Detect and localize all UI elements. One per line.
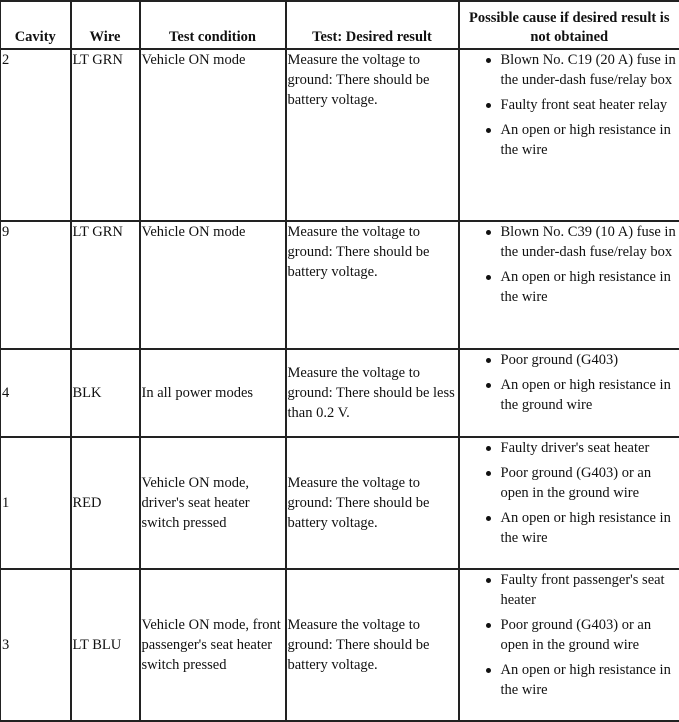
cell-wire: LT GRN [71,49,140,221]
list-item [461,570,679,610]
table-row [1,437,679,569]
list-item [461,222,679,262]
cause-text: Faulty driver's seat heater [501,440,650,456]
bullet-icon [486,471,491,476]
bullet-icon [486,516,491,521]
cell-possible-cause [459,437,679,569]
cause-text: An open or high resistance in the ground wire [501,377,671,413]
list-item [461,463,679,503]
header-test-condition: Test condition [140,1,286,49]
bullet-icon [486,383,491,388]
cause-list [461,222,679,307]
cause-text: Poor ground (G403) [501,352,619,368]
cell-wire: RED [71,437,140,569]
cause-list [461,438,679,548]
bullet-icon [486,623,491,628]
bullet-icon [486,578,491,583]
cause-text: Blown No. C39 (10 A) fuse in the under-dash fuse/relay box [501,224,676,260]
cause-text: An open or high resistance in the wire [501,510,671,546]
header-possible-cause: Possible cause if desired result is not obtained [459,1,679,49]
cell-wire: LT BLU [71,569,140,721]
list-item [461,350,679,370]
cell-test-condition: Vehicle ON mode [140,49,286,221]
cell-cavity: 2 [1,49,71,221]
cell-possible-cause [459,349,679,437]
cell-test-condition: Vehicle ON mode [140,221,286,349]
cell-wire: LT GRN [71,221,140,349]
header-wire: Wire [71,1,140,49]
cause-text: Faulty front passenger's seat heater [501,572,665,608]
list-item [461,95,679,115]
cell-test-condition: In all power modes [140,349,286,437]
cell-cavity: 4 [1,349,71,437]
cause-text: An open or high resistance in the wire [501,122,671,158]
bullet-icon [486,358,491,363]
table-row [1,569,679,721]
list-item [461,660,679,700]
cause-list [461,350,679,415]
bullet-icon [486,103,491,108]
cell-desired-result: Measure the voltage to ground: There should be battery voltage. [286,437,459,569]
list-item [461,375,679,415]
cell-test-condition: Vehicle ON mode, driver's seat heater switch pressed [140,437,286,569]
cell-wire: BLK [71,349,140,437]
cause-text: Blown No. C19 (20 A) fuse in the under-dash fuse/relay box [501,52,676,88]
list-item [461,438,679,458]
cell-possible-cause [459,569,679,721]
header-cavity: Cavity [1,1,71,49]
cell-desired-result: Measure the voltage to ground: There should be battery voltage. [286,49,459,221]
cell-desired-result: Measure the voltage to ground: There should be battery voltage. [286,221,459,349]
table-header-row [1,1,679,49]
cell-possible-cause [459,221,679,349]
list-item [461,615,679,655]
cause-text: Faulty front seat heater relay [501,97,668,113]
cell-desired-result: Measure the voltage to ground: There should be less than 0.2 V. [286,349,459,437]
list-item [461,508,679,548]
cause-text: Poor ground (G403) or an open in the ground wire [501,465,652,501]
cell-cavity: 3 [1,569,71,721]
bullet-icon [486,275,491,280]
cause-list [461,50,679,160]
cell-cavity: 9 [1,221,71,349]
table-row [1,221,679,349]
list-item [461,50,679,90]
cell-possible-cause [459,49,679,221]
table-row [1,49,679,221]
list-item [461,120,679,160]
table-row [1,349,679,437]
cell-test-condition: Vehicle ON mode, front passenger's seat heater switch pressed [140,569,286,721]
cell-cavity: 1 [1,437,71,569]
bullet-icon [486,446,491,451]
header-desired-result: Test: Desired result [286,1,459,49]
list-item [461,267,679,307]
bullet-icon [486,668,491,673]
cause-list [461,570,679,700]
cause-text: An open or high resistance in the wire [501,662,671,698]
cause-text: Poor ground (G403) or an open in the ground wire [501,617,652,653]
bullet-icon [486,128,491,133]
cause-text: An open or high resistance in the wire [501,269,671,305]
cell-desired-result: Measure the voltage to ground: There should be battery voltage. [286,569,459,721]
bullet-icon [486,230,491,235]
bullet-icon [486,58,491,63]
